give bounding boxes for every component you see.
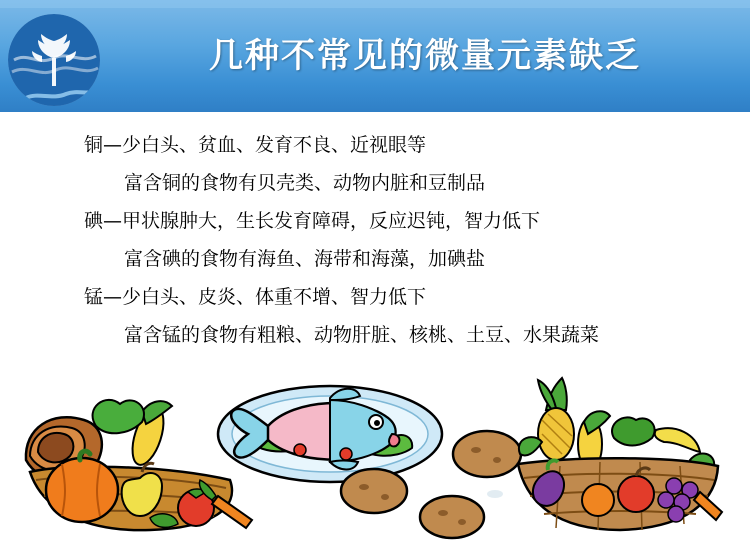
content-line: 碘—甲状腺肿大，生长发育障碍，反应迟钝，智力低下 xyxy=(84,210,541,232)
body-content xyxy=(0,126,750,354)
content-line: 铜—少白头、贫血、发育不良、近视眼等 xyxy=(84,134,427,156)
globe-tree-logo-icon xyxy=(8,14,100,106)
fruit-basket-illustration xyxy=(518,378,722,530)
footer-bar xyxy=(0,545,750,559)
content-line: 富含碘的食物有海鱼、海带和海藻，加碘盐 xyxy=(124,248,486,270)
header-accent-stripe xyxy=(0,0,750,8)
header-banner xyxy=(0,0,750,112)
page-title: 几种不常见的微量元素缺乏 xyxy=(209,36,641,76)
fish-on-plate-illustration xyxy=(218,386,442,482)
illustration-row xyxy=(0,368,750,559)
content-line: 锰—少白头、皮炎、体重不增、智力低下 xyxy=(84,286,427,308)
content-line: 富含铜的食物有贝壳类、动物内脏和豆制品 xyxy=(124,172,486,194)
content-line: 富含锰的食物有粗粮、动物肝脏、核桃、土豆、水果蔬菜 xyxy=(124,324,600,346)
cornucopia-vegetables-illustration xyxy=(26,400,252,530)
